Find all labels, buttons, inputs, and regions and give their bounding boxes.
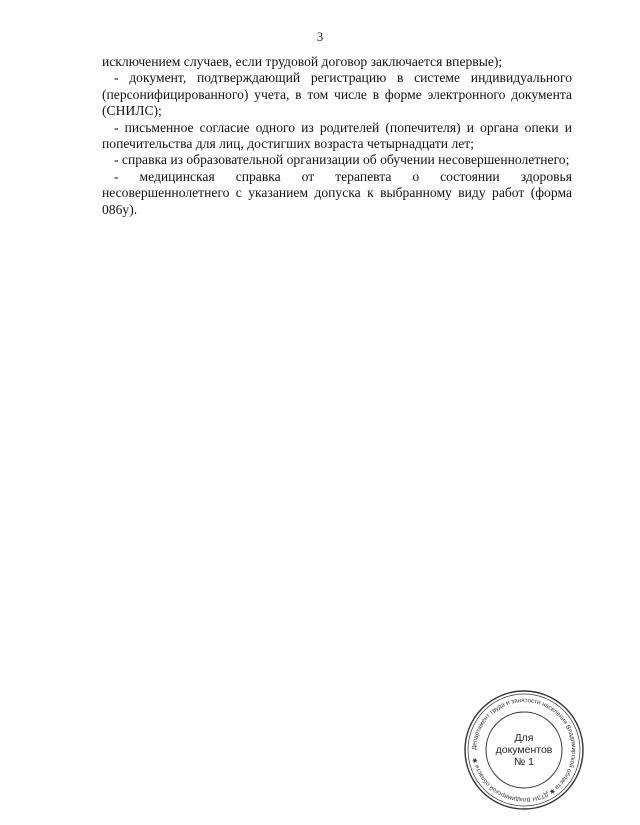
stamp-line-1: Для	[514, 732, 534, 744]
stamp-ring-text: Департамент труда и занятости населения Владимирской области ✱ ДТЗН Владимирской области ✱	[470, 696, 578, 804]
paragraph-school-certificate: - справка из образовательной организации об обучении несовершеннолетнего;	[114, 152, 570, 168]
official-stamp	[462, 688, 586, 812]
stamp-line-2: документов	[495, 744, 553, 756]
stamp-center-text	[462, 688, 586, 812]
stamp-line-3: № 1	[513, 756, 535, 768]
paragraph-medical-certificate: - медицинская справка от терапевта о состоянии здоровья несовершеннолетнего с указанием допуска к выбранному виду работ (форма 086у).	[102, 168, 572, 217]
page-number: 3	[316, 30, 324, 44]
paragraph-snils: - документ, подтверждающий регистрацию в системе индивидуального (персонифицированного) учета, в том числе в форме электронного документа (СНИЛС);	[102, 70, 572, 119]
paragraph-continuation: исключением случаев, если трудовой договор заключается впервые);	[102, 54, 503, 69]
document-body	[102, 54, 572, 218]
paragraph-parental-consent: - письменное согласие одного из родителей (попечителя) и органа опеки и попечительства для лиц, достигших возраста четырнадцати лет;	[102, 119, 572, 152]
